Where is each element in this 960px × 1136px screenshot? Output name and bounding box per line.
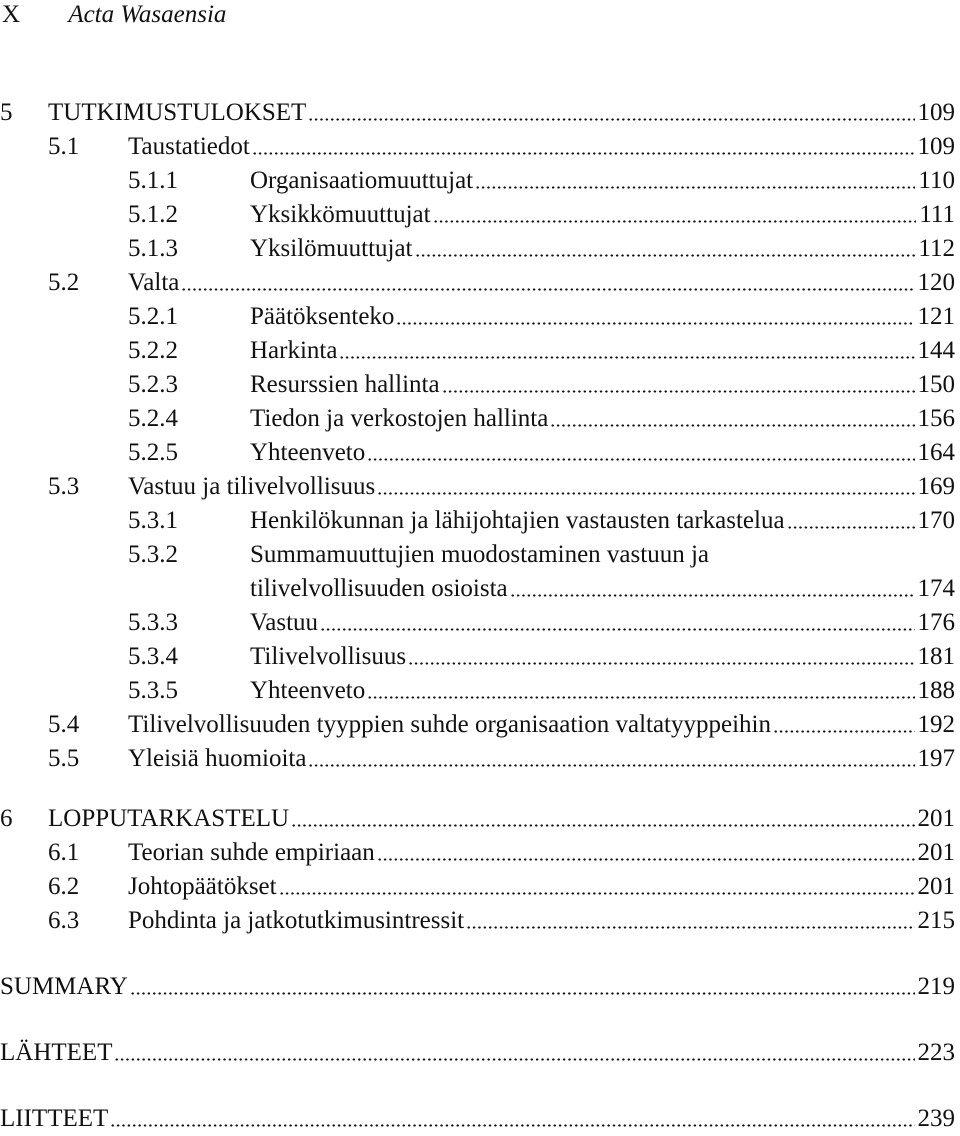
toc-entry-number: 5.3 xyxy=(48,473,80,500)
toc-entry[interactable] xyxy=(0,836,955,870)
toc-entry[interactable] xyxy=(0,198,955,232)
toc-entry-page: 201 xyxy=(917,873,955,900)
toc-entry[interactable] xyxy=(0,504,955,538)
toc-entry-number: 5.2.1 xyxy=(128,303,178,330)
toc-entry-number: 5.3.3 xyxy=(128,609,178,636)
toc-entry-title: Resurssien hallinta xyxy=(250,368,442,402)
toc-entry-number: 6.3 xyxy=(48,907,80,934)
dot-leader xyxy=(442,390,915,393)
toc-entry[interactable] xyxy=(0,470,955,504)
toc-entry-title: Henkilökunnan ja lähijohtajien vastausten tarkastelua xyxy=(250,504,787,538)
toc-entry-title: Summamuuttujien muodostaminen vastuun ja xyxy=(250,541,709,568)
toc-entry[interactable] xyxy=(0,232,955,266)
toc-entry[interactable] xyxy=(0,300,955,334)
toc-entry[interactable] xyxy=(0,802,955,836)
toc-entry-title: Yhteenveto xyxy=(250,436,367,470)
toc-entry-page: 170 xyxy=(917,507,955,534)
toc-entry-number: 5 xyxy=(0,99,13,126)
toc-entry-title: Taustatiedot xyxy=(128,130,252,164)
toc-entry-title: Pohdinta ja jatkotutkimusintressit xyxy=(128,904,466,938)
toc-entry-page: 188 xyxy=(917,677,955,704)
toc-entry[interactable] xyxy=(0,606,955,640)
toc-entry-number: 5.2 xyxy=(48,269,80,296)
toc-entry[interactable] xyxy=(0,970,955,1004)
toc-entry[interactable] xyxy=(0,1102,955,1136)
toc-entry[interactable] xyxy=(0,572,955,606)
dot-leader xyxy=(433,220,917,223)
dot-leader xyxy=(510,594,915,597)
toc-entry-number: 6 xyxy=(0,805,13,832)
toc-entry-number: 5.3.4 xyxy=(128,643,178,670)
toc-entry-page: 156 xyxy=(917,405,955,432)
toc-entry-page: 239 xyxy=(917,1105,955,1132)
toc-entry-title: Vastuu ja tilivelvollisuus xyxy=(128,470,377,504)
dot-leader xyxy=(181,288,914,291)
toc-entry-title: Teorian suhde empiriaan xyxy=(128,836,377,870)
toc-entry-title: Johtopäätökset xyxy=(128,870,279,904)
toc-entry-number: 5.3.2 xyxy=(128,541,178,568)
toc-entry-page: 169 xyxy=(917,473,955,500)
toc-entry-page: 111 xyxy=(919,201,955,228)
toc-entry-number: 5.1.3 xyxy=(128,235,178,262)
dot-leader xyxy=(550,424,914,427)
dot-leader xyxy=(320,628,914,631)
toc-entry[interactable] xyxy=(0,904,955,938)
toc-entry-page: 110 xyxy=(918,167,955,194)
page-header xyxy=(2,0,226,32)
toc-entry[interactable] xyxy=(0,742,955,776)
toc-entry-page: 219 xyxy=(917,973,955,1000)
toc-entry-page: 223 xyxy=(917,1039,955,1066)
toc-entry-title: Päätöksenteko xyxy=(250,300,396,334)
toc-entry-title: TUTKIMUSTULOKSET xyxy=(48,96,308,130)
toc-entry[interactable] xyxy=(0,436,955,470)
toc-entry-page: 197 xyxy=(917,745,955,772)
toc-entry-number: 5.3.5 xyxy=(128,677,178,704)
dot-leader xyxy=(308,118,914,121)
toc-entry[interactable] xyxy=(0,334,955,368)
toc-entry-page: 120 xyxy=(917,269,955,296)
toc-entry-page: 201 xyxy=(917,839,955,866)
toc-entry-title: LIITTEET xyxy=(0,1102,110,1136)
dot-leader xyxy=(415,254,916,257)
toc-entry-title: Yksikkömuuttujat xyxy=(250,198,433,232)
toc-entry-page: 144 xyxy=(917,337,955,364)
toc-entry-title: Vastuu xyxy=(250,606,320,640)
toc-entry-number: 6.1 xyxy=(48,839,80,866)
toc-entry[interactable] xyxy=(0,164,955,198)
toc-entry-number: 5.1.2 xyxy=(128,201,178,228)
dot-leader xyxy=(773,730,915,733)
toc-entry-page: 176 xyxy=(917,609,955,636)
dot-leader xyxy=(291,824,914,827)
toc-entry[interactable] xyxy=(0,708,955,742)
toc-entry-page: 201 xyxy=(917,805,955,832)
toc-entry-number: 5.2.5 xyxy=(128,439,178,466)
toc-entry-title: tilivelvollisuuden osioista xyxy=(250,572,510,606)
toc-entry-title: SUMMARY xyxy=(0,970,130,1004)
toc-entry-page: 150 xyxy=(917,371,955,398)
dot-leader xyxy=(408,662,914,665)
toc-entry-title: LÄHTEET xyxy=(0,1036,114,1070)
toc-entry-page: 109 xyxy=(917,133,955,160)
toc-entry-page: 112 xyxy=(918,235,955,262)
toc-entry[interactable] xyxy=(0,96,955,130)
toc-entry-title: Harkinta xyxy=(250,334,339,368)
page-number: X xyxy=(2,1,21,28)
toc-entry-title: Yksilömuuttujat xyxy=(250,232,415,266)
toc-entry-title: LOPPUTARKASTELU xyxy=(48,802,291,836)
dot-leader xyxy=(367,458,914,461)
toc-entry[interactable] xyxy=(0,368,955,402)
toc-entry[interactable] xyxy=(0,870,955,904)
dot-leader xyxy=(377,492,914,495)
toc-entry-page: 164 xyxy=(917,439,955,466)
toc-entry-number: 5.2.4 xyxy=(128,405,178,432)
dot-leader xyxy=(308,764,914,767)
dot-leader xyxy=(367,696,914,699)
publication-title: Acta Wasaensia xyxy=(68,1,227,28)
toc-entry-title: Yhteenveto xyxy=(250,674,367,708)
toc-entry-title: Organisaatiomuuttujat xyxy=(250,164,475,198)
toc-entry[interactable] xyxy=(0,640,955,674)
dot-leader xyxy=(252,152,915,155)
toc-entry[interactable] xyxy=(0,402,955,436)
toc-entry-number: 5.1.1 xyxy=(128,167,178,194)
toc-entry-number: 6.2 xyxy=(48,873,80,900)
toc-entry-number: 5.4 xyxy=(48,711,80,738)
dot-leader xyxy=(466,926,914,929)
dot-leader xyxy=(114,1058,914,1061)
toc-entry-title: Yleisiä huomioita xyxy=(128,742,308,776)
dot-leader xyxy=(130,992,915,995)
toc-entry-page: 192 xyxy=(917,711,955,738)
toc-entry[interactable] xyxy=(0,266,955,300)
toc-entry-number: 5.2.3 xyxy=(128,371,178,398)
dot-leader xyxy=(377,858,915,861)
toc-entry-page: 174 xyxy=(917,575,955,602)
toc-entry[interactable] xyxy=(0,538,955,572)
toc-entry-number: 5.5 xyxy=(48,745,80,772)
toc-entry-title: Tiedon ja verkostojen hallinta xyxy=(250,402,550,436)
toc-entry[interactable] xyxy=(0,130,955,164)
dot-leader xyxy=(475,186,915,189)
toc-entry-title: Tilivelvollisuuden tyyppien suhde organisaation valtatyyppeihin xyxy=(128,708,773,742)
toc-entry-page: 215 xyxy=(917,907,955,934)
toc-entry[interactable] xyxy=(0,674,955,708)
dot-leader xyxy=(787,526,915,529)
toc-entry[interactable] xyxy=(0,1036,955,1070)
toc-entry-page: 121 xyxy=(917,303,955,330)
toc-entry-page: 181 xyxy=(917,643,955,670)
toc-entry-title: Tilivelvollisuus xyxy=(250,640,408,674)
toc-entry-title: Valta xyxy=(128,266,181,300)
toc-entry-page: 109 xyxy=(917,99,955,126)
dot-leader xyxy=(339,356,914,359)
dot-leader xyxy=(110,1124,914,1127)
toc-entry-number: 5.3.1 xyxy=(128,507,178,534)
toc-entry-number: 5.2.2 xyxy=(128,337,178,364)
dot-leader xyxy=(279,892,915,895)
dot-leader xyxy=(396,322,914,325)
toc-entry-number: 5.1 xyxy=(48,133,80,160)
